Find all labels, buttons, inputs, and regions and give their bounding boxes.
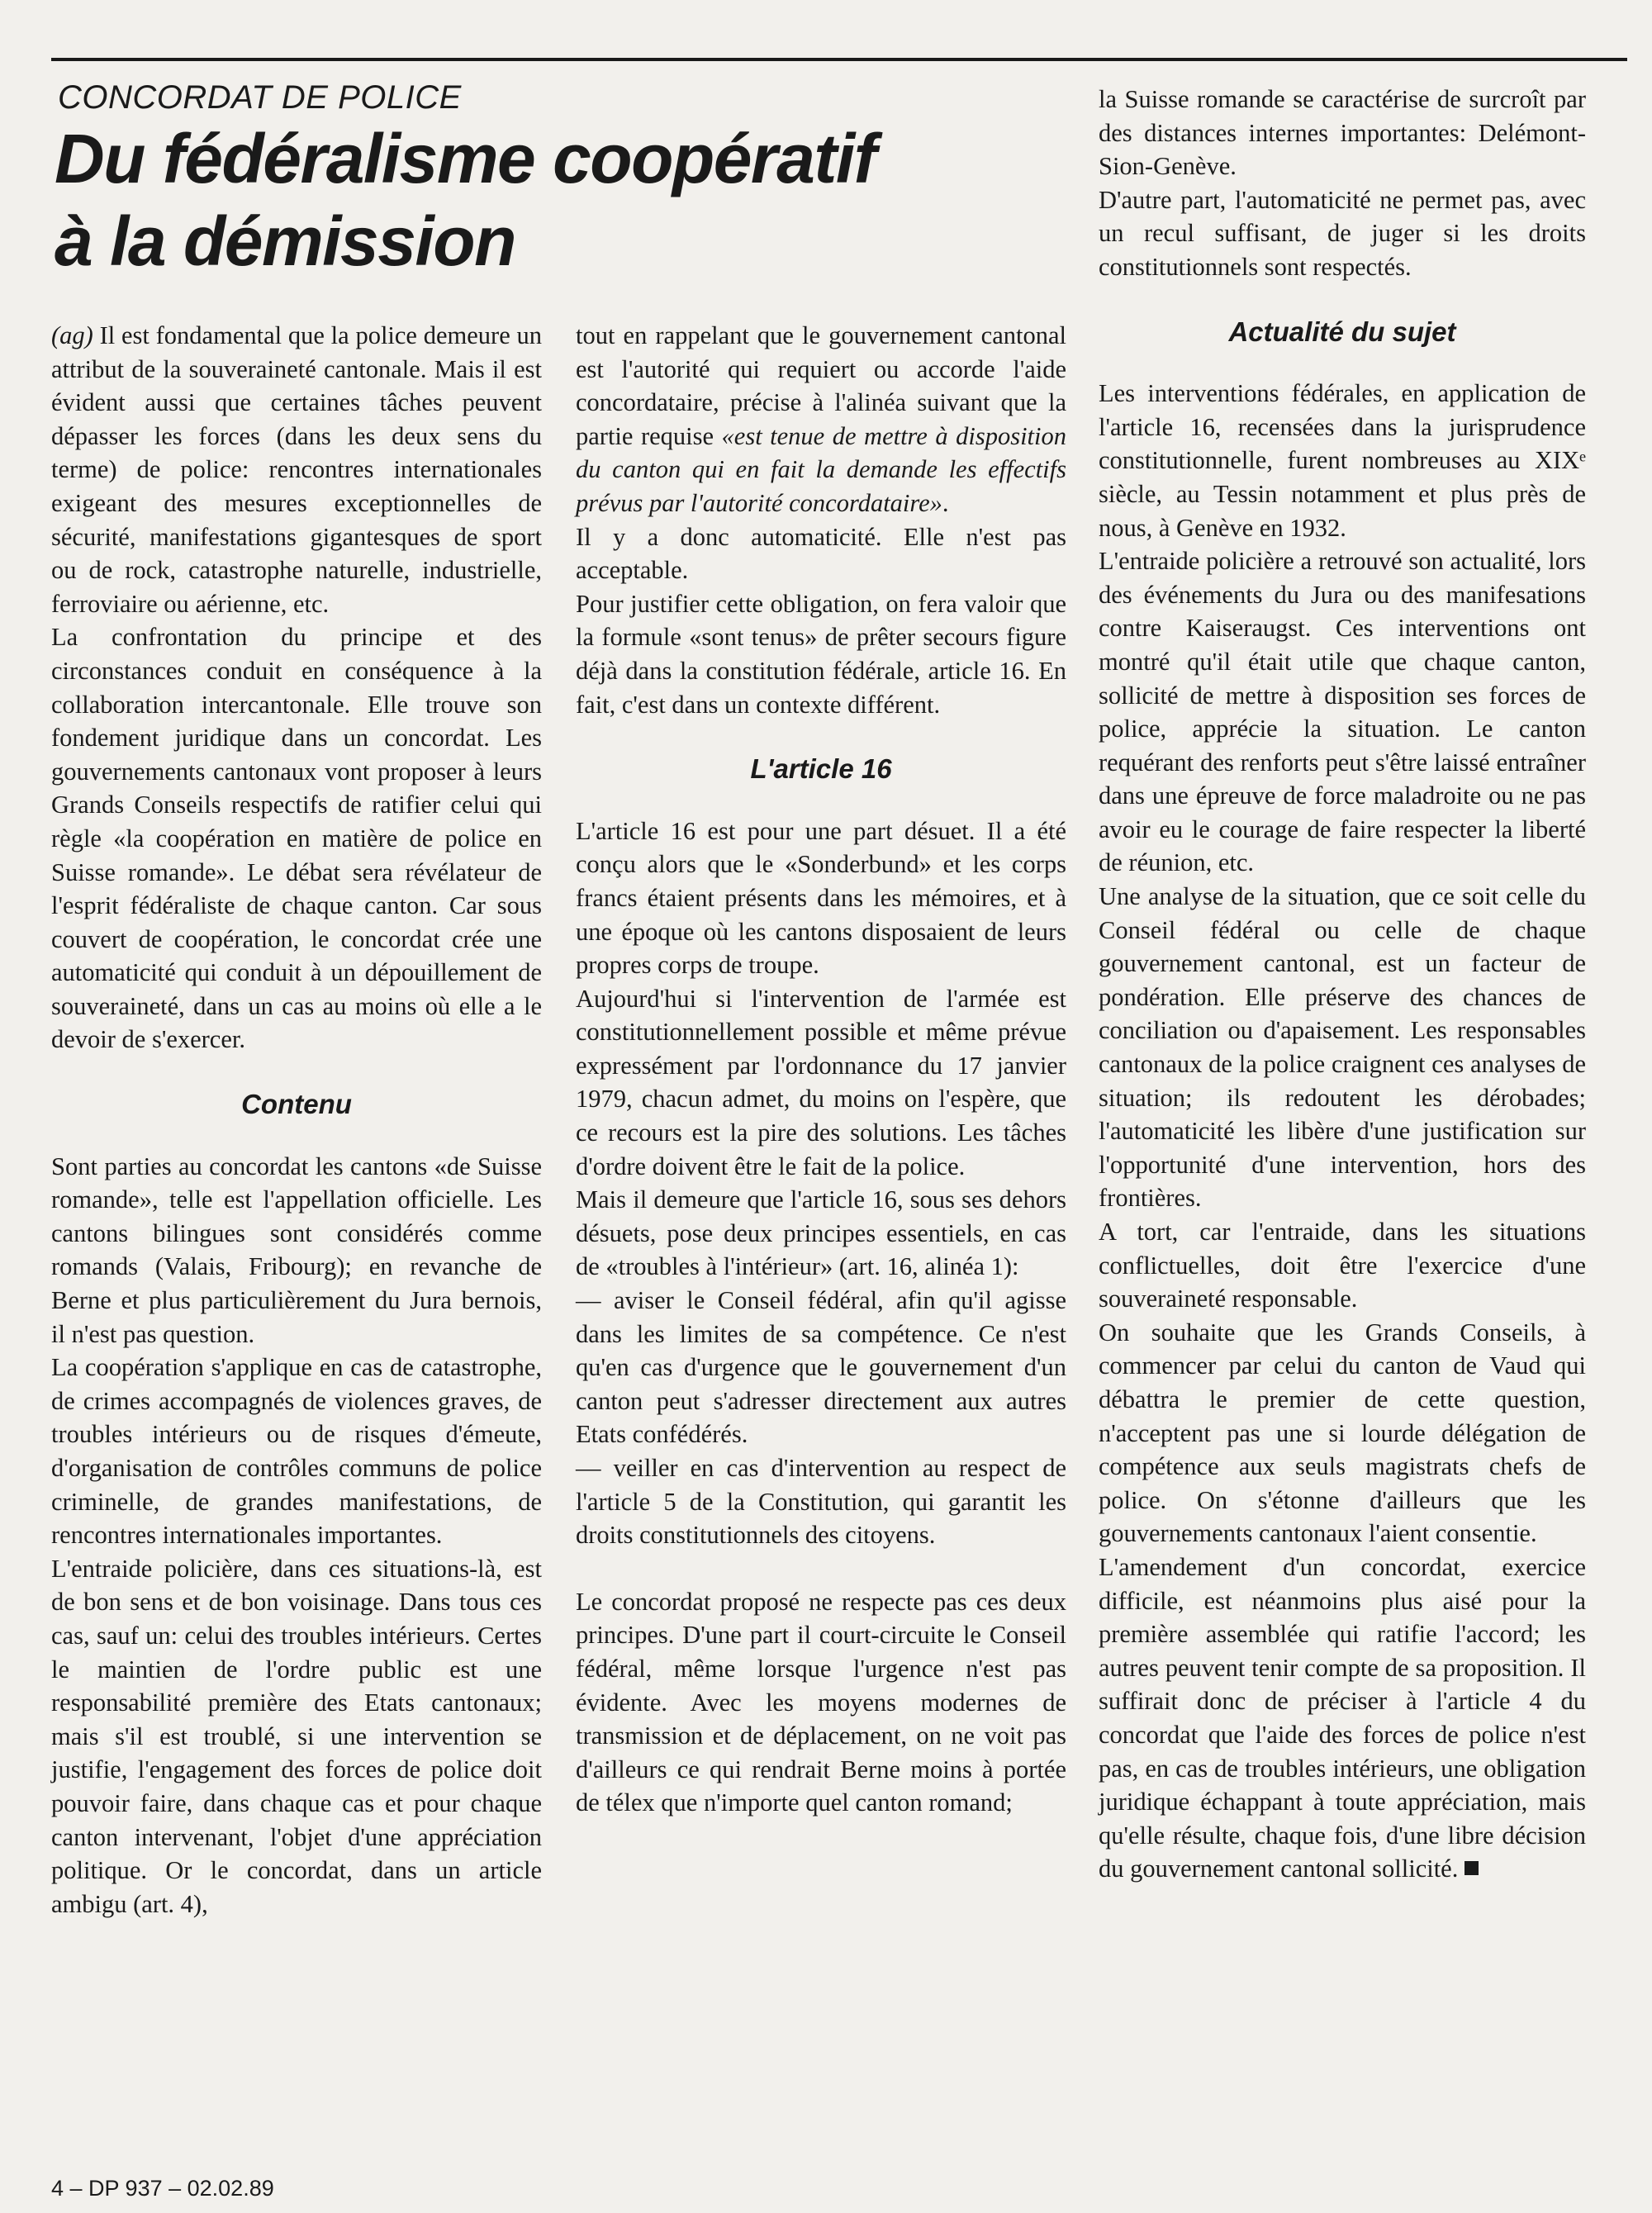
paragraph: Une analyse de la situation, que ce soit celle du Conseil fédéral ou celle de chaque gouvernement cantonal, est un facteur de pondération. Elle préserve des chances de conciliation ou d'apaisement. Les responsables cantonaux de la police craignent ces analyses de situation; ils redoutent les dérobades; l'automaticité les libère d'une justification sur l'opportunité d'une intervention, hors des frontières. [1099,882,1586,1213]
text-run: L'amendement d'un concordat, exercice difficile, est néanmoins plus aisé pour la première assemblée qui ratifie l'accord; les autres peuvent tenir compte de sa proposition. Il suffirait donc de préciser à l'article 4 du concordat que l'aide des forces de police n'est pas, en cas de troubles intérieurs, une obligation juridique échappant à toute appréciation, mais qu'elle résulte, chaque fois, d'une libre décision du gouvernement cantonal sollicité. [1099,1552,1586,1883]
paragraph: La coopération s'applique en cas de catastrophe, de crimes accompagnés de violences graves, de troubles intérieurs ou de risques d'émeute, d'organisation de contrôles communs de police criminelle, de grandes manifestations, de rencontres internationales importantes. [51,1353,542,1550]
paragraph: — aviser le Conseil fédéral, afin qu'il agisse dans les limites de sa compétence. Ce n'est qu'en cas d'urgence que le gouvernement d'un canton peut s'adresser directement aux autres Etats confédérés. [576,1286,1066,1449]
column-1 [51,319,542,1921]
paragraph: L'entraide policière a retrouvé son actualité, lors des événements du Jura ou des manifesations contre Kaiseraugst. Ces interventions ont montré qu'il était utile que chaque canton, sollicité de mettre à disposition ses forces de police, apprécie la situation. Le canton requérant des renforts peut s'être laissé entraîner dans une épreuve de force maladroite ou ne pas avoir eu le courage de faire respecter la liberté de réunion, etc. [1099,547,1586,877]
paragraph: A tort, car l'entraide, dans les situations conflictuelles, doit être l'exercice d'une souveraineté responsable. [1099,1218,1586,1313]
intro-paragraph [51,319,542,620]
kicker: CONCORDAT DE POLICE [58,79,462,116]
paragraph: Aujourd'hui si l'intervention de l'armée est constitutionnellement possible et même prévue expressément par l'ordonnance du 17 janvier 1979, chacun admet, du moins on l'espère, que ce recours est la pire des solutions. Les tâches d'ordre doivent être le fait de la police. [576,984,1066,1180]
footer-page-reference: 4 – DP 937 – 02.02.89 [51,2176,274,2201]
paragraph: La confrontation du principe et des circonstances conduit en conséquence à la collaboration intercantonale. Elle trouve son fondement juridique dans un concordat. Les gouvernements cantonaux vont proposer à leurs Grands Conseils respectifs de ratifier celui qui règle «la coopération en matière de police en Suisse romande». Le débat sera révélateur de l'esprit fédéraliste de chaque canton. Car sous couvert de coopération, le concordat crée une automaticité qui conduit à un dépouillement de souveraineté, dans un cas au moins où elle a le devoir de s'exercer. [51,623,542,1054]
paragraph: Il y a donc automaticité. Elle n'est pas acceptable. [576,522,1066,585]
subhead-contenu: Contenu [241,1089,352,1120]
paragraph [576,319,1066,520]
paragraph: — veiller en cas d'intervention au respect de l'article 5 de la Constitution, qui garantit les droits constitutionnels des citoyens. [576,1454,1066,1550]
paragraph: Mais il demeure que l'article 16, sous ses dehors désuets, pose deux principes essentiels, en cas de «troubles à l'intérieur» (art. 16, alinéa 1): [576,1185,1066,1281]
paragraph: Pour justifier cette obligation, on fera valoir que la formule «sont tenus» de prêter secours figure déjà dans la constitution fédérale, article 16. En fait, c'est dans un contexte différent. [576,589,1066,719]
text-run: tout en rappelant que le gouvernement cantonal est l'autorité qui requiert ou accorde l'aide concordataire, précise à l'alinéa suivant que la partie requise [576,321,1066,450]
headline [55,117,1070,283]
paragraph: Sont parties au concordat les cantons «de Suisse romande», telle est l'appellation officielle. Les cantons bilingues sont considérés comme romands (Valais, Fribourg); en revanche de Berne et plus particulièrement du Jura bernois, il n'est pas question. [51,1152,542,1348]
paragraph: la Suisse romande se caractérise de surcroît par des distances internes importantes: Delémont-Sion-Genève. [1099,85,1586,181]
quote-italic: «est tenue de mettre à disposition du canton qui en fait la demande les effectifs prévus par l'autorité concordataire» [576,421,1066,517]
text-run: . [942,488,949,517]
author-initials: (ag) [51,321,93,349]
intro-text: Il est fondamental que la police demeure un attribut de la souveraineté cantonale. Mais il est évident aussi que certaines tâches peuvent dépasser les forces (dans les deux sens du terme) de police: rencontres internationales exigeant des mesures exceptionnelles de sécurité, manifestations gigantesques de sport ou de rock, catastrophe naturelle, industrielle, ferroviaire ou aérienne, etc. [51,321,542,618]
paragraph-gap [576,1552,1066,1585]
top-rule [51,58,1627,61]
headline-line-1: Du fédéralisme coopératif [55,120,876,197]
paragraph: Les interventions fédérales, en application de l'article 16, recensées dans la jurisprudence constitutionnelle, furent nombreuses au XIXᵉ siècle, au Tessin notamment et plus près de nous, à Genève en 1932. [1099,379,1586,542]
column-2 [576,319,1066,1820]
end-of-article-square-icon [1464,1861,1479,1875]
column-3 [1099,83,1586,1886]
paragraph: Le concordat proposé ne respecte pas ces deux principes. D'une part il court-circuite le Conseil fédéral, même lorsque l'urgence n'est pas évidente. Avec les moyens modernes de transmission et de déplacement, on ne voit pas d'ailleurs ce qui rendrait Berne moins à portée de télex que n'importe quel canton romand; [576,1587,1066,1817]
paragraph: D'autre part, l'automaticité ne permet pas, avec un recul suffisant, de juger si les droits constitutionnels sont respectés. [1099,185,1586,281]
subhead-article-16: L'article 16 [750,753,892,785]
final-paragraph [1099,1551,1586,1886]
paragraph: L'article 16 est pour une part désuet. Il a été conçu alors que le «Sonderbund» et les corps francs étaient présents dans les mémoires, et à une époque où les cantons disposaient de leurs propres corps de troupe. [576,816,1066,980]
headline-line-2: à la démission [55,202,515,280]
subhead-actualite: Actualité du sujet [1228,316,1456,347]
paragraph: On souhaite que les Grands Conseils, à commencer par celui du canton de Vaud qui débattra le premier de cette question, n'acceptent pas une si lourde délégation de compétence aux seuls magistrats chefs de police. On s'étonne d'ailleurs que les gouvernements cantonaux l'aient consentie. [1099,1318,1586,1548]
paragraph: L'entraide policière, dans ces situations-là, est de bon sens et de bon voisinage. Dans tous ces cas, sauf un: celui des troubles intérieurs. Certes le maintien de l'ordre public est une responsabilité première des Etats cantonaux; mais s'il est troublé, si une intervention se justifie, l'engagement des forces de police doit pouvoir faire, dans chaque cas et pour chaque canton intervenant, l'objet d'une appréciation politique. Or le concordat, dans un article ambigu (art. 4), [51,1554,542,1918]
